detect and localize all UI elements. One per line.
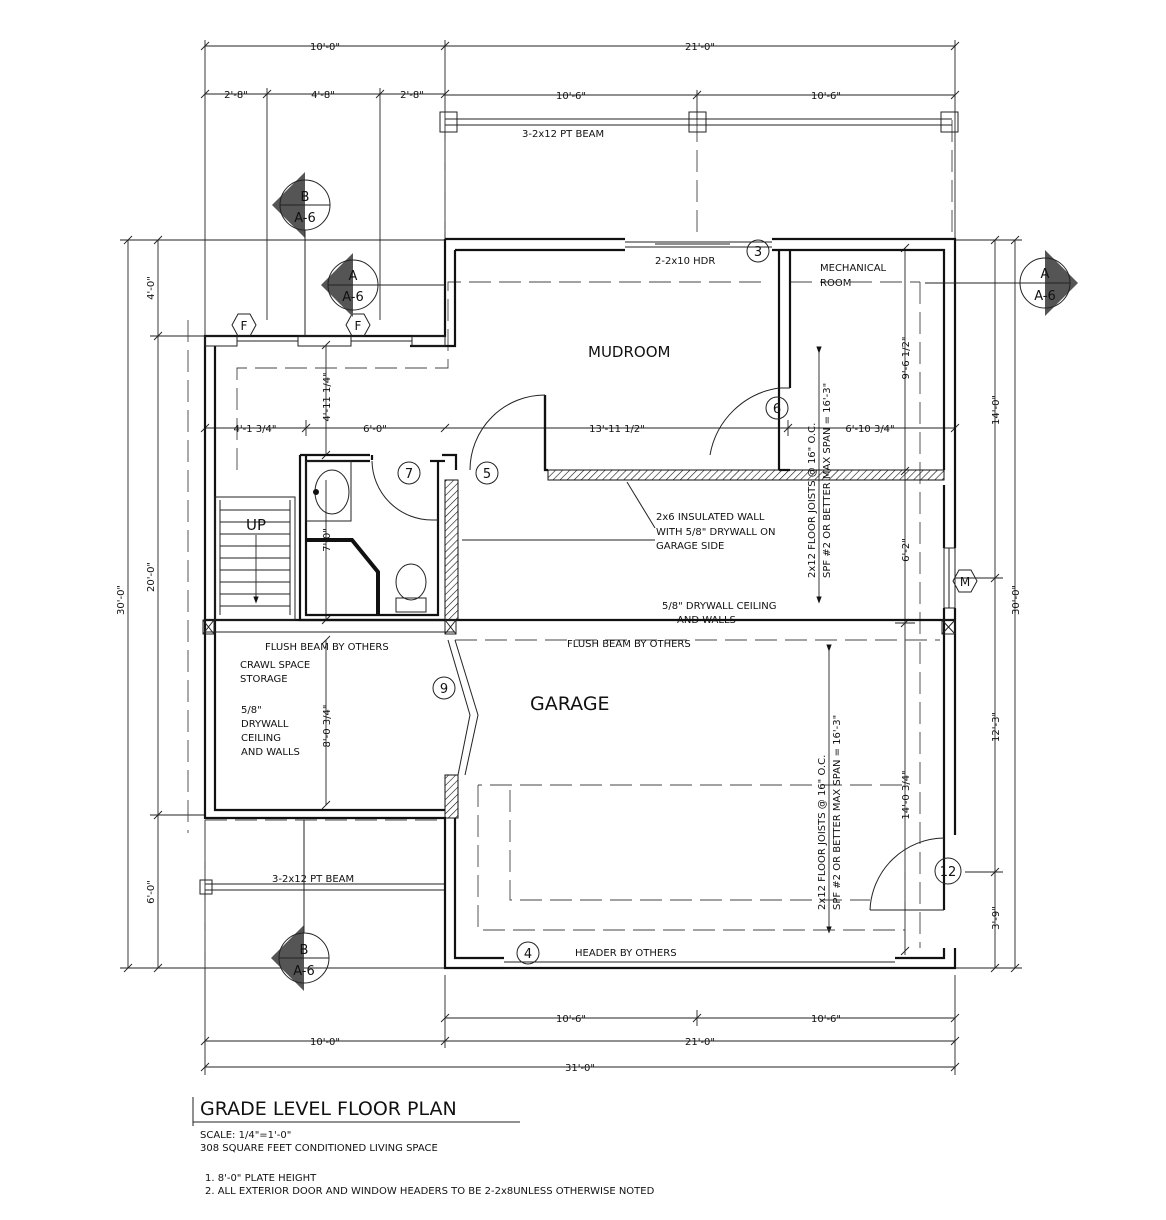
plan-note-2: 2. ALL EXTERIOR DOOR AND WINDOW HEADERS TO BE 2-2x8UNLESS OTHERWISE NOTED <box>205 1186 655 1197</box>
door-tag-7: 7 <box>404 467 414 482</box>
section-markers <box>271 172 1078 991</box>
joist-lower-note-2: SPF #2 OR BETTER MAX SPAN = 16'-3" <box>832 714 843 910</box>
dim-left-4-0: 4'-0" <box>146 276 157 300</box>
dim-right-9-6: 9'-6 1/2" <box>901 336 912 380</box>
door-tag-5: 5 <box>482 467 492 482</box>
dim-top-2-8b: 2'-8" <box>400 90 424 101</box>
mechanical-label-1: MECHANICAL <box>820 263 887 274</box>
dim-mid-7-0: 7'-0" <box>322 528 333 552</box>
svg-text:A-6: A-6 <box>342 290 364 305</box>
plan-note-1: 1. 8'-0" PLATE HEIGHT <box>205 1173 317 1184</box>
crawl-drywall-1: 5/8" <box>241 705 262 716</box>
dim-mid-8-0: 8'-0 3/4" <box>322 704 333 748</box>
dim-right-6-2: 6'-2" <box>901 538 912 562</box>
dim-top-2-8a: 2'-8" <box>224 90 248 101</box>
insulated-wall-note-3: GARAGE SIDE <box>656 541 725 552</box>
joist-upper-note-1: 2x12 FLOOR JOISTS @ 16" O.C. <box>807 422 818 578</box>
beam-top-label: 3-2x12 PT BEAM <box>522 129 605 140</box>
dim-top-10-0: 10'-0" <box>309 42 341 53</box>
door-tag-4: 4 <box>523 947 533 962</box>
dim-bot-10-6a: 10'-6" <box>555 1014 587 1025</box>
dim-bot-10-0: 10'-0" <box>309 1037 341 1048</box>
section-marker-b-top <box>272 172 330 238</box>
dim-right-14-0: 14'-0" <box>991 394 1002 426</box>
garage-label: GARAGE <box>530 693 610 715</box>
crawl-drywall-2: DRYWALL <box>241 719 289 730</box>
joist-lower-note-1: 2x12 FLOOR JOISTS @ 16" O.C. <box>817 754 828 910</box>
door-tag-3: 3 <box>753 245 763 260</box>
door-tag-12: 12 <box>939 865 957 880</box>
dim-left-20-0: 20'-0" <box>146 561 157 593</box>
window-tag-f2: F <box>354 319 362 333</box>
crawl-drywall-3: CEILING <box>241 733 281 744</box>
door-tag-6: 6 <box>772 402 782 417</box>
dim-mid-6-0: 6'-0" <box>363 424 387 435</box>
door-tag-9: 9 <box>439 682 449 697</box>
svg-text:A-6: A-6 <box>1034 289 1056 304</box>
mudroom-label: MUDROOM <box>588 343 671 361</box>
dim-bot-31-0: 31'-0" <box>564 1063 596 1074</box>
crawl-space-label-1: CRAWL SPACE <box>240 660 311 671</box>
dim-mid-4-11: 4'-11 1/4" <box>322 372 333 422</box>
title-block <box>193 1097 655 1197</box>
dim-top-21-0: 21'-0" <box>684 42 716 53</box>
svg-text:A-6: A-6 <box>293 964 315 979</box>
svg-text:A: A <box>348 269 358 284</box>
fixtures <box>215 461 426 620</box>
dim-right-14-03: 14'-0 3/4" <box>901 770 912 820</box>
joist-upper-note-2: SPF #2 OR BETTER MAX SPAN = 16'-3" <box>822 382 833 578</box>
flush-beam-mid-label: FLUSH BEAM BY OTHERS <box>567 639 691 650</box>
dim-mid-6-10: 6'-10 3/4" <box>845 424 895 435</box>
crawl-drywall-4: AND WALLS <box>241 747 300 758</box>
section-marker-a-right <box>925 250 1078 316</box>
window-tag-f1: F <box>240 319 248 333</box>
dim-mid-4-1: 4'-1 3/4" <box>233 424 277 435</box>
insulated-leader-1 <box>627 482 655 528</box>
svg-text:B: B <box>300 190 310 205</box>
header-label: 2-2x10 HDR <box>655 256 716 267</box>
dim-top-4-8: 4'-8" <box>311 90 335 101</box>
plan-scale: SCALE: 1/4"=1'-0" <box>200 1130 292 1141</box>
dim-top-10-6b: 10'-6" <box>810 91 842 102</box>
dim-right-12-3: 12'-3" <box>991 711 1002 743</box>
svg-text:B: B <box>299 943 309 958</box>
svg-text:A: A <box>1040 267 1050 282</box>
drywall-ceiling-note-2: AND WALLS <box>677 615 736 626</box>
drywall-ceiling-note-1: 5/8" DRYWALL CEILING <box>662 601 777 612</box>
m-tag: M <box>959 575 971 589</box>
dim-bot-21-0: 21'-0" <box>684 1037 716 1048</box>
dim-left-30-0: 30'-0" <box>116 584 127 616</box>
svg-text:A-6: A-6 <box>294 211 316 226</box>
dim-top-10-6a: 10'-6" <box>555 91 587 102</box>
insulated-wall-note-1: 2x6 INSULATED WALL <box>656 512 765 523</box>
beams <box>200 112 958 894</box>
plan-area: 308 SQUARE FEET CONDITIONED LIVING SPACE <box>200 1143 438 1154</box>
header-by-others-label: HEADER BY OTHERS <box>575 948 677 959</box>
beam-bottom-label: 3-2x12 PT BEAM <box>272 874 355 885</box>
plan-title: GRADE LEVEL FLOOR PLAN <box>200 1098 457 1120</box>
dim-right-30-0: 30'-0" <box>1011 584 1022 616</box>
flush-beam-left-label: FLUSH BEAM BY OTHERS <box>265 642 389 653</box>
mechanical-label-2: ROOM <box>820 278 852 289</box>
crawl-space-label-2: STORAGE <box>240 674 288 685</box>
insulated-wall-note-2: WITH 5/8" DRYWALL ON <box>656 527 776 538</box>
stair-up-label: UP <box>246 516 267 534</box>
dim-mid-13-11: 13'-11 1/2" <box>589 424 645 435</box>
dim-left-6-0: 6'-0" <box>146 880 157 904</box>
dim-bot-10-6b: 10'-6" <box>810 1014 842 1025</box>
section-marker-a-left <box>321 253 445 317</box>
dim-right-3-9: 3'-9" <box>991 906 1002 930</box>
section-marker-b-bottom <box>271 925 329 991</box>
